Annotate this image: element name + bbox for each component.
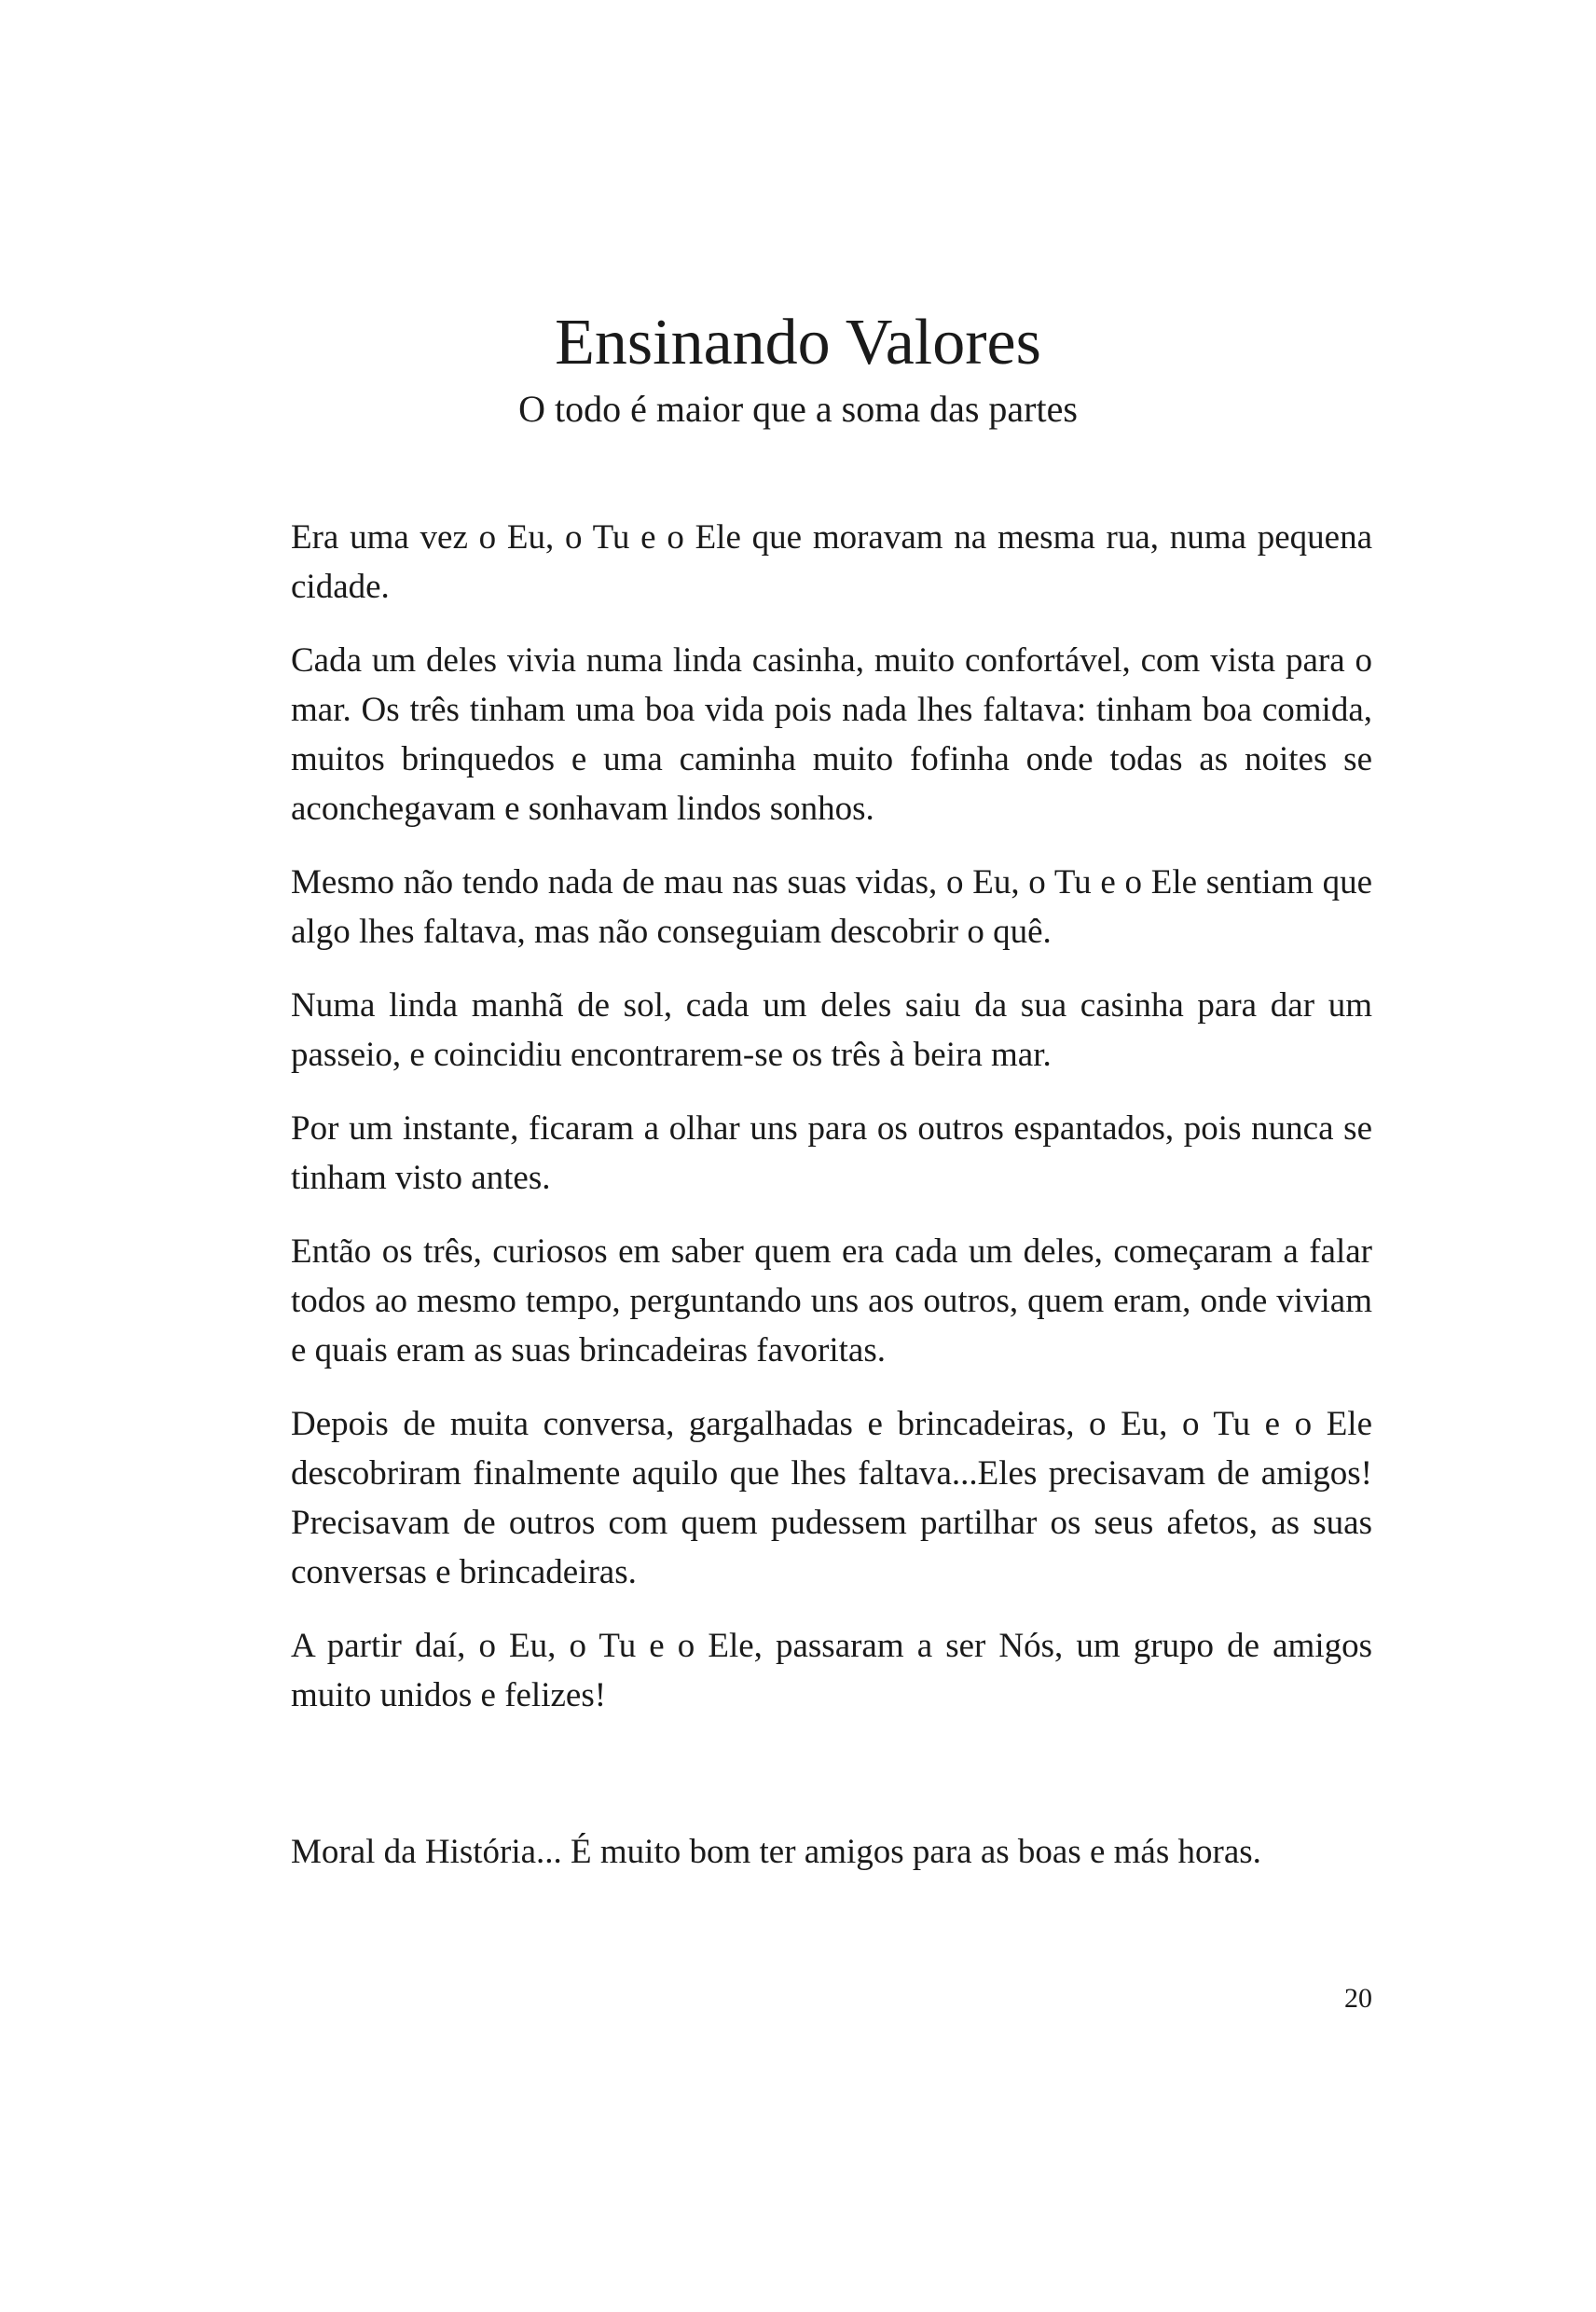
paragraph-1: Era uma vez o Eu, o Tu e o Ele que moravam na mesma rua, numa pequena cidade. bbox=[291, 518, 1372, 606]
story-body bbox=[291, 513, 1372, 1744]
paragraph-5: Por um instante, ficaram a olhar uns para os outros espantados, pois nunca se tinham visto antes. bbox=[291, 1109, 1372, 1197]
paragraph-4: Numa linda manhã de sol, cada um deles saiu da sua casinha para dar um passeio, e coincidiu encontrarem-se os três à beira mar. bbox=[291, 986, 1372, 1074]
paragraph-3: Mesmo não tendo nada de mau nas suas vidas, o Eu, o Tu e o Ele sentiam que algo lhes faltava, mas não conseguiam descobrir o quê. bbox=[291, 863, 1372, 951]
page-number: 20 bbox=[1344, 1983, 1372, 2014]
paragraph-2: Cada um deles vivia numa linda casinha, muito confortável, com vista para o mar. Os três tinham uma boa vida pois nada lhes faltava: tinham boa comida, muitos brinquedos e uma caminha muito fofinha onde todas as noites se aconchegavam e sonhavam lindos sonhos. bbox=[291, 641, 1372, 828]
paragraph-8: A partir daí, o Eu, o Tu e o Ele, passaram a ser Nós, um grupo de amigos muito unidos e felizes! bbox=[291, 1627, 1372, 1714]
page-title: Ensinando Valores bbox=[555, 307, 1041, 378]
paragraph-6: Então os três, curiosos em saber quem era cada um deles, começaram a falar todos ao mesmo tempo, perguntando uns aos outros, quem eram, onde viviam e quais eram as suas brincadeiras favoritas. bbox=[291, 1232, 1372, 1369]
page-subtitle: O todo é maior que a soma das partes bbox=[518, 388, 1078, 430]
paragraph-7: Depois de muita conversa, gargalhadas e brincadeiras, o Eu, o Tu e o Ele descobriram finalmente aquilo que lhes faltava...Eles precisavam de amigos! Precisavam de outros com quem pudessem partilhar os seus afetos, as suas conversas e brincadeiras. bbox=[291, 1405, 1372, 1591]
story-moral: Moral da História... É muito bom ter amigos para as boas e más horas. bbox=[291, 1833, 1261, 1871]
